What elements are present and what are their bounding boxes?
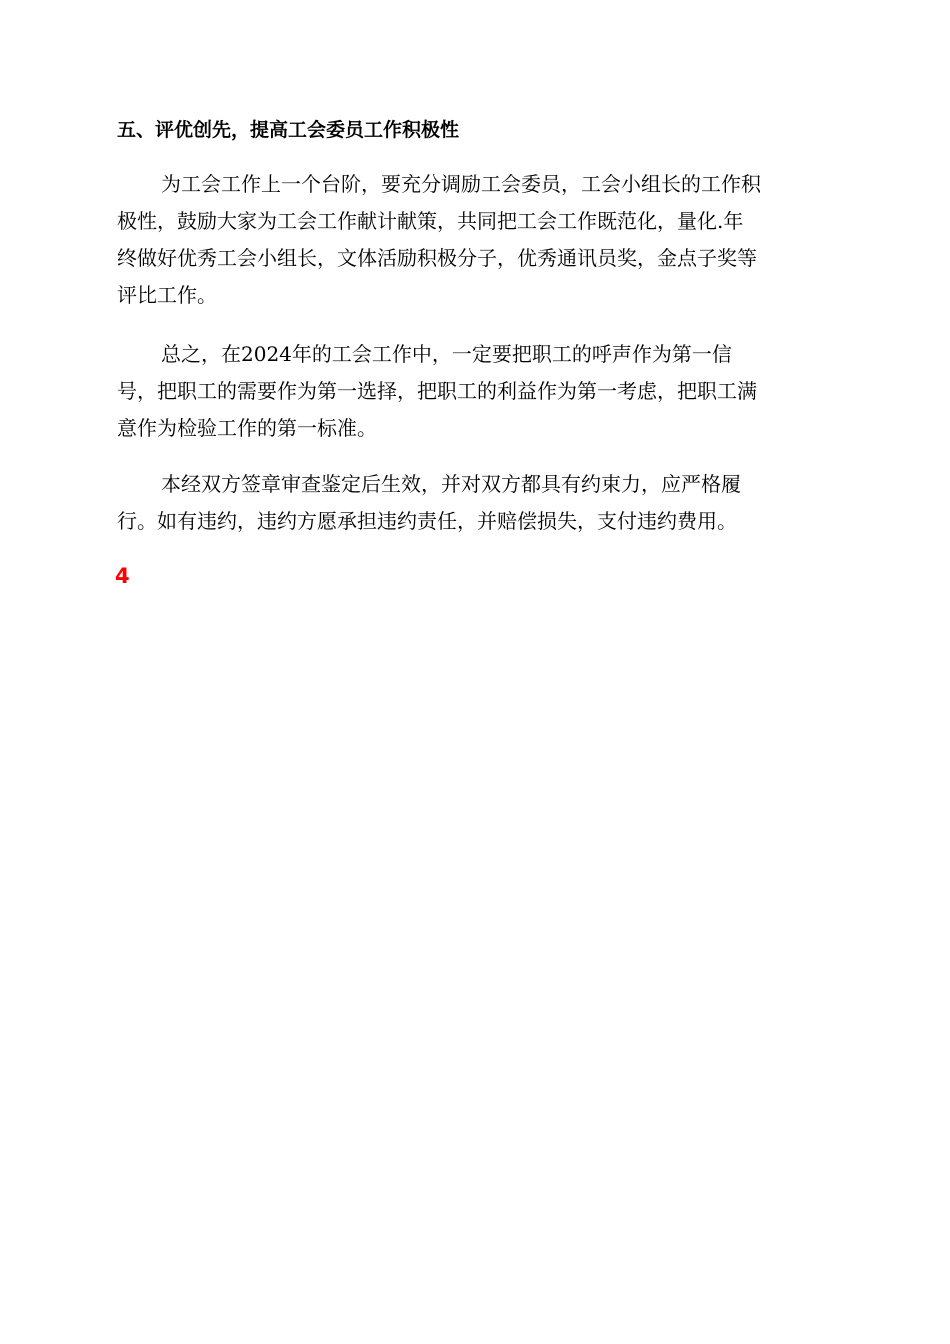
paragraph-line: 行。如有违约，违约方愿承担违约责任，并赔偿损失，支付违约费用。 — [117, 509, 737, 533]
paragraph-line: 评比工作。 — [117, 283, 217, 307]
paragraph-line: 极性，鼓励大家为工会工作献计献策，共同把工会工作既范化，量化.年 — [117, 209, 744, 233]
paragraph-summary — [117, 336, 835, 447]
paragraph-union-incentives — [117, 166, 835, 314]
paragraph-line: 意作为检验工作的第一标准。 — [117, 416, 377, 440]
page-number: 4 — [115, 564, 130, 588]
section-heading: 五、评优创先，提高工会委员工作积极性 — [117, 119, 460, 141]
paragraph-line: 终做好优秀工会小组长，文体活励积极分子，优秀通讯员奖，金点子奖等 — [117, 246, 757, 270]
paragraph-line: 总之，在2024年的工会工作中，一定要把职工的呼声作为第一信 — [161, 342, 732, 366]
paragraph-line: 为工会工作上一个台阶，要充分调励工会委员，工会小组长的工作积 — [161, 172, 761, 196]
paragraph-contract-terms — [117, 466, 835, 540]
paragraph-line: 本经双方签章审查鉴定后生效，并对双方都具有约束力，应严格履 — [161, 472, 741, 496]
paragraph-line: 号，把职工的需要作为第一选择，把职工的利益作为第一考虑，把职工满 — [117, 379, 757, 403]
